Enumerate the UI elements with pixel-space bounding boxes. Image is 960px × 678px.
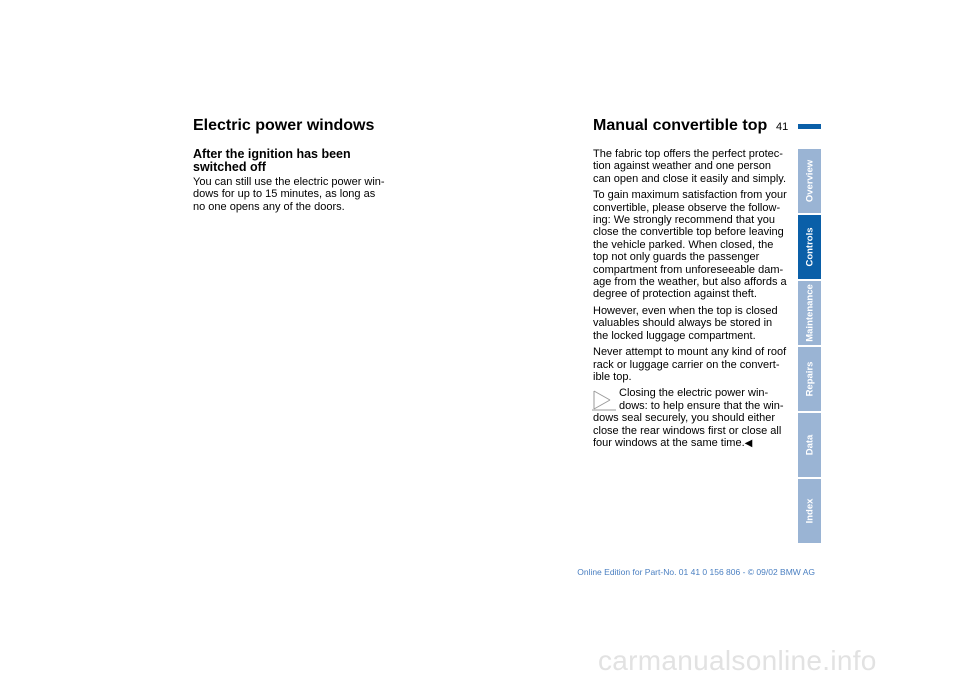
left-subtitle: After the ignition has been switched off	[193, 147, 351, 174]
tab-label: Data	[804, 434, 815, 456]
tab-index[interactable]	[798, 479, 821, 543]
section-tabs	[798, 149, 821, 545]
note-block	[593, 387, 793, 450]
tab-data[interactable]	[798, 413, 821, 477]
tab-label: Maintenance	[804, 284, 815, 342]
paragraph: Never attempt to mount any kind of roof rack or luggage carrier on the convert- ible top.	[593, 346, 787, 383]
tab-label: Repairs	[804, 361, 815, 397]
tab-maintenance[interactable]	[798, 281, 821, 345]
tab-label: Overview	[804, 159, 815, 203]
tab-label: Controls	[804, 227, 815, 267]
left-section-title: Electric power windows	[193, 117, 375, 134]
end-mark-icon: ◀	[744, 437, 753, 449]
paragraph: The fabric top offers the perfect protec- tion against weather and one person can open and close it easily and simply.	[593, 148, 787, 185]
right-column	[593, 148, 793, 450]
note-text-rest: dows seal securely, you should either close the rear windows first or close all four windows at the same time.	[593, 412, 782, 449]
paragraph: To gain maximum satisfaction from your convertible, please observe the follow- ing: We strongly recommend that you close the convertible top before leaving the vehicle parked. When closed, the top not only guards the passenger compartment from unforeseeable dam- age from the weather, but also affords a degree of protection against theft.	[593, 189, 787, 301]
tab-repairs[interactable]	[798, 347, 821, 411]
tab-controls[interactable]	[798, 215, 821, 279]
page-number: 41	[776, 121, 789, 133]
tab-overview[interactable]	[798, 149, 821, 213]
left-paragraph: You can still use the electric power win- dows for up to 15 minutes, as long as no one opens any of the doors.	[193, 176, 385, 213]
triangle-note-icon	[592, 389, 616, 411]
paragraph: However, even when the top is closed valuables should always be stored in the locked luggage compartment.	[593, 304, 778, 342]
tab-label: Index	[804, 498, 815, 524]
note-text-first: Closing the electric power win- dows: to help ensure that the win-	[619, 387, 784, 412]
footer-edition-text: Online Edition for Part-No. 01 41 0 156 806 - © 09/02 BMW AG	[577, 567, 815, 577]
page-accent-bar	[798, 124, 821, 129]
watermark: carmanualsonline.info	[598, 645, 877, 676]
right-section-title: Manual convertible top	[593, 117, 768, 134]
